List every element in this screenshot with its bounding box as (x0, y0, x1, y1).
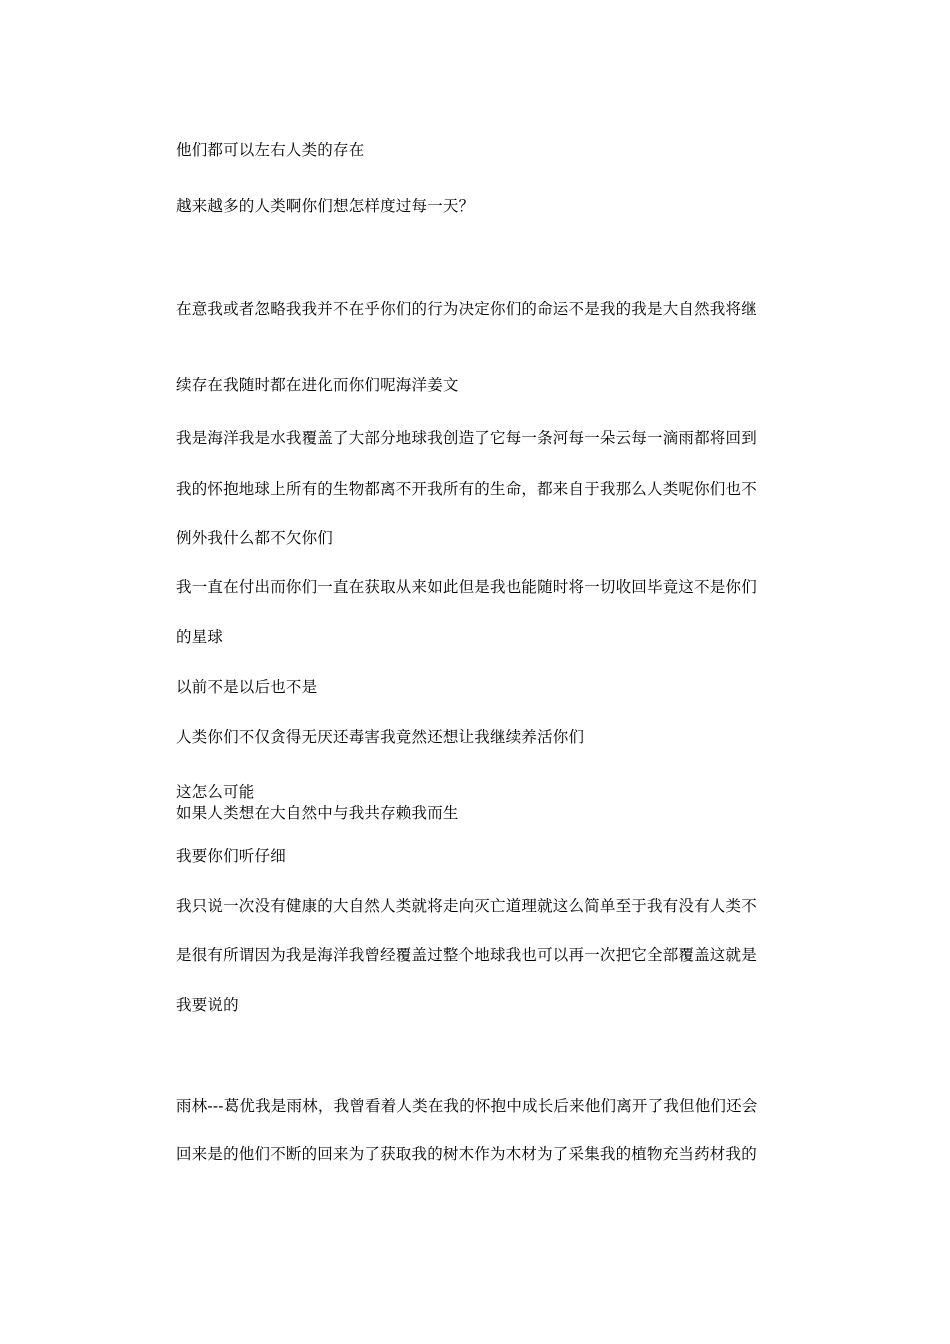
text-line: 例外我什么都不欠你们 (176, 529, 334, 547)
text-line: 以前不是以后也不是 (176, 678, 318, 696)
text-line: 我的怀抱地球上所有的生物都离不开我所有的生命，都来自于我那么人类呢你们也不 (176, 480, 757, 498)
text-line: 回来是的他们不断的回来为了获取我的树木作为木材为了采集我的植物充当药材我的 (176, 1145, 757, 1163)
text-line: 他们都可以左右人类的存在 (176, 141, 365, 159)
text-line: 是很有所谓因为我是海洋我曾经覆盖过整个地球我也可以再一次把它全部覆盖这就是 (176, 946, 757, 964)
text-line: 在意我或者忽略我我并不在乎你们的行为决定你们的命运不是我的我是大自然我将继 (176, 300, 757, 318)
text-line: 人类你们不仅贪得无厌还毒害我竟然还想让我继续养活你们 (176, 728, 585, 746)
text-line: 我只说一次没有健康的大自然人类就将走向灭亡道理就这么简单至于我有没有人类不 (176, 897, 757, 915)
text-line: 这怎么可能 (176, 783, 255, 801)
text-line: 我要说的 (176, 996, 239, 1014)
text-line: 的星球 (176, 628, 224, 646)
text-line: 如果人类想在大自然中与我共存赖我而生 (176, 804, 459, 822)
text-line: 我一直在付出而你们一直在获取从来如此但是我也能随时将一切收回毕竟这不是你们 (176, 578, 757, 596)
text-line: 我是海洋我是水我覆盖了大部分地球我创造了它每一条河每一朵云每一滴雨都将回到 (176, 429, 757, 447)
text-line: 越来越多的人类啊你们想怎样度过每一天？ (176, 197, 475, 215)
text-line: 续存在我随时都在进化而你们呢海洋姜文 (176, 376, 459, 394)
text-line: 我要你们听仔细 (176, 847, 286, 865)
text-line: 雨林---葛优我是雨林，我曾看着人类在我的怀抱中成长后来他们离开了我但他们还会 (176, 1097, 758, 1115)
